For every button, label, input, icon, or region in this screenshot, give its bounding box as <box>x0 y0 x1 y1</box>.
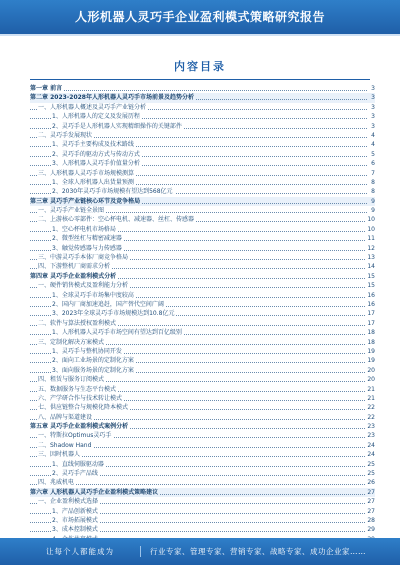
footer-slogan: 让每个人都能成为 <box>46 547 114 556</box>
toc-dot-leader <box>30 90 367 91</box>
toc-entry-label: 1、全球人形机器人出货量预测 <box>52 178 134 186</box>
table-of-contents <box>30 84 375 544</box>
toc-entry-label: 六、产学研合作与技术转让模式 <box>38 394 123 402</box>
toc-entry-label: 2、市场拓展模式 <box>52 516 98 524</box>
toc-entry[interactable] <box>30 300 375 309</box>
toc-entry-label: 一、硬件销售模式及盈利能力分析 <box>38 282 129 290</box>
toc-entry-page-number: 27 <box>367 507 375 515</box>
toc-entry-label: 1、产品创新模式 <box>52 507 98 515</box>
toc-entry-label: 1、全球灵巧手市场集中度较高 <box>52 291 134 299</box>
toc-entry[interactable] <box>30 347 375 356</box>
toc-entry-page-number: 3 <box>371 103 375 111</box>
toc-entry-page-number: 15 <box>367 282 375 290</box>
toc-entry[interactable] <box>30 225 375 234</box>
toc-entry[interactable] <box>30 169 375 178</box>
toc-entry-label: 一、企业盈利模式选择 <box>38 498 99 506</box>
toc-entry-page-number: 22 <box>367 404 375 412</box>
toc-entry[interactable] <box>30 469 375 478</box>
toc-entry[interactable] <box>30 206 375 215</box>
toc-entry-page-number: 28 <box>367 516 375 524</box>
toc-heading-rule <box>30 79 370 80</box>
toc-entry-label: 四、兆威机电 <box>38 479 75 487</box>
toc-entry[interactable] <box>30 234 375 243</box>
toc-entry-page-number: 17 <box>367 319 375 327</box>
toc-entry[interactable] <box>30 507 375 516</box>
toc-entry-page-number: 18 <box>367 329 375 337</box>
toc-entry-page-number: 23 <box>367 432 375 440</box>
toc-entry-page-number: 4 <box>371 131 375 139</box>
toc-entry[interactable] <box>30 262 375 271</box>
header-divider <box>0 34 400 36</box>
toc-entry[interactable] <box>30 385 375 394</box>
toc-entry-label: 二、软件与算法授权盈利模式 <box>38 319 117 327</box>
toc-entry[interactable] <box>30 103 375 112</box>
toc-heading: 内容目录 <box>174 60 226 73</box>
toc-entry[interactable] <box>30 131 375 140</box>
toc-entry-page-number: 8 <box>371 178 375 186</box>
toc-entry-label: 三、人形机器人灵巧手市场规模测算 <box>38 169 135 177</box>
toc-entry[interactable] <box>30 525 375 534</box>
toc-entry-label: 2、2030年灵巧手市场规模有望达到568亿元 <box>52 188 173 196</box>
toc-entry-label: 三、中游灵巧手本体厂商竞争格局 <box>38 254 129 262</box>
toc-entry-page-number: 16 <box>367 300 375 308</box>
toc-entry-page-number: 8 <box>371 188 375 196</box>
toc-entry[interactable] <box>30 319 375 328</box>
toc-entry[interactable] <box>30 93 375 102</box>
toc-dot-leader <box>30 484 367 485</box>
toc-entry-page-number: 3 <box>371 85 375 92</box>
toc-entry[interactable] <box>30 338 375 347</box>
toc-entry-label: 一、人形机器人概述及灵巧手产业链分析 <box>38 103 147 111</box>
toc-entry-label: 七、供应链整合与规模化降本模式 <box>38 404 129 412</box>
toc-entry[interactable] <box>30 375 375 384</box>
toc-entry[interactable] <box>30 244 375 253</box>
toc-entry-page-number: 24 <box>367 451 375 459</box>
toc-entry-page-number: 9 <box>371 207 375 215</box>
toc-entry-page-number: 19 <box>367 357 375 365</box>
toc-entry-label: 四、下游整机厂商需求分析 <box>38 263 111 271</box>
toc-entry-page-number: 6 <box>371 160 375 168</box>
toc-entry-page-number: 29 <box>367 526 375 534</box>
toc-entry-page-number: 19 <box>367 347 375 355</box>
toc-entry[interactable] <box>30 140 375 149</box>
toc-entry-label: 五、数据服务与生态平台模式 <box>38 385 117 393</box>
report-title: 人形机器人灵巧手企业盈利模式策略研究报告 <box>74 10 325 24</box>
toc-entry-label: 第五章 灵巧手企业盈利模式案例分析 <box>30 423 129 431</box>
toc-entry[interactable] <box>30 215 375 224</box>
toc-entry[interactable] <box>30 516 375 525</box>
toc-entry[interactable] <box>30 150 375 159</box>
toc-entry-label: 二、Shadow Hand <box>38 441 92 449</box>
toc-entry[interactable] <box>30 450 375 459</box>
toc-entry-page-number: 26 <box>367 479 375 487</box>
toc-entry-page-number: 21 <box>367 394 375 402</box>
toc-entry[interactable] <box>30 197 375 206</box>
toc-entry-label: 三、定制化解决方案模式 <box>38 338 105 346</box>
report-header-banner <box>0 0 400 34</box>
toc-entry-label: 3、成本控制模式 <box>52 526 98 534</box>
toc-entry-page-number: 12 <box>367 244 375 252</box>
toc-entry-label: 第三章 灵巧手产业链核心环节及竞争格局 <box>30 197 141 205</box>
toc-entry[interactable] <box>30 497 375 506</box>
toc-entry[interactable] <box>30 112 375 121</box>
footer-banner <box>0 538 400 565</box>
toc-entry-label: 3、2023年全球灵巧手市场规模达到10.8亿元 <box>52 310 175 318</box>
toc-entry-page-number: 24 <box>367 441 375 449</box>
toc-entry-page-number: 25 <box>367 470 375 478</box>
toc-entry-label: 第一章 前言 <box>30 85 63 92</box>
toc-entry[interactable] <box>30 187 375 196</box>
toc-entry[interactable] <box>30 403 375 412</box>
toc-entry-page-number: 5 <box>371 150 375 158</box>
toc-entry-label: 2、面向工业场景的定制化方案 <box>52 357 134 365</box>
footer-separator <box>140 546 141 557</box>
toc-entry-label: 3、触觉传感器与力传感器 <box>52 244 122 252</box>
toc-entry[interactable] <box>30 460 375 469</box>
toc-entry-label: 二、灵巧手发展现状 <box>38 131 93 139</box>
toc-entry[interactable] <box>30 272 375 281</box>
toc-entry[interactable] <box>30 431 375 440</box>
toc-entry[interactable] <box>30 356 375 365</box>
toc-entry-page-number: 20 <box>367 376 375 384</box>
toc-entry-label: 1、灵巧手主要构成及技术路线 <box>52 141 134 149</box>
toc-entry-label: 二、上游核心零部件：空心杯电机、减速器、丝杠、传感器 <box>38 216 195 224</box>
toc-entry-label: 1、空心杯电机市场格局 <box>52 225 116 233</box>
toc-entry-label: 1、人形机器人灵巧手市场空间有望达到百亿级别 <box>52 329 182 337</box>
toc-entry-label: 3、面向服务场景的定制化方案 <box>52 366 134 374</box>
toc-entry[interactable] <box>30 122 375 131</box>
toc-entry-label: 第二章 2023-2028年人形机器人灵巧手市场前景及趋势分析 <box>30 94 194 102</box>
toc-entry-page-number: 13 <box>367 254 375 262</box>
toc-entry-page-number: 27 <box>367 498 375 506</box>
toc-entry[interactable] <box>30 478 375 487</box>
toc-entry-page-number: 20 <box>367 366 375 374</box>
toc-entry[interactable] <box>30 328 375 337</box>
toc-entry-label: 八、品牌与渠道建设 <box>38 413 93 421</box>
toc-entry-label: 第六章 人形机器人灵巧手企业盈利模式策略建议 <box>30 488 159 496</box>
toc-entry-page-number: 18 <box>367 338 375 346</box>
toc-entry-label: 第四章 灵巧手企业盈利模式分析 <box>30 272 117 280</box>
toc-entry-label: 1、人形机器人的定义及发展历程 <box>52 113 140 121</box>
toc-entry-page-number: 7 <box>371 169 375 177</box>
toc-entry-page-number: 3 <box>371 113 375 121</box>
toc-entry-label: 2、国内厂商加速追赶，国产替代空间广阔 <box>52 300 164 308</box>
toc-entry-page-number: 15 <box>367 272 375 280</box>
toc-entry-label: 四、租赁与服务订阅模式 <box>38 376 105 384</box>
toc-entry-page-number: 3 <box>371 94 375 102</box>
footer-roles: 行业专家、管理专家、营销专家、战略专家、成功企业家…… <box>150 547 366 556</box>
toc-entry[interactable] <box>30 366 375 375</box>
toc-entry-page-number: 10 <box>367 225 375 233</box>
toc-entry[interactable] <box>30 291 375 300</box>
toc-entry-label: 1、灵巧手与整机协同开发 <box>52 347 122 355</box>
toc-entry[interactable] <box>30 84 375 93</box>
toc-entry[interactable] <box>30 253 375 262</box>
toc-entry[interactable] <box>30 178 375 187</box>
toc-entry-page-number: 21 <box>367 385 375 393</box>
toc-entry[interactable] <box>30 413 375 422</box>
toc-entry-label: 一、特斯拉Optimus灵巧手 <box>38 432 112 440</box>
toc-entry-label: 2、灵巧手产品线 <box>52 470 98 478</box>
toc-entry-label: 2、微型丝杠与精密减速器 <box>52 235 122 243</box>
toc-entry-page-number: 27 <box>367 488 375 496</box>
toc-entry[interactable] <box>30 159 375 168</box>
toc-entry[interactable] <box>30 488 375 497</box>
toc-entry-page-number: 4 <box>371 141 375 149</box>
toc-entry-page-number: 16 <box>367 291 375 299</box>
toc-entry-page-number: 14 <box>367 263 375 271</box>
toc-entry-page-number: 23 <box>367 423 375 431</box>
toc-entry-page-number: 11 <box>367 235 375 243</box>
toc-entry-page-number: 17 <box>367 310 375 318</box>
toc-entry-label: 1、直线伺服驱动器 <box>52 460 104 468</box>
toc-entry-label: 2、灵巧手是人形机器人实现精细操作的关键部件 <box>52 122 182 130</box>
toc-entry-page-number: 22 <box>367 413 375 421</box>
toc-entry[interactable] <box>30 422 375 431</box>
toc-entry-page-number: 25 <box>367 460 375 468</box>
toc-entry[interactable] <box>30 441 375 450</box>
toc-entry[interactable] <box>30 309 375 318</box>
toc-entry[interactable] <box>30 394 375 403</box>
toc-entry-label: 3、人形机器人灵巧手价值量分析 <box>52 160 140 168</box>
toc-entry-label: 一、灵巧手产业链全景图 <box>38 207 105 215</box>
toc-entry-label: 三、因时机器人 <box>38 451 81 459</box>
toc-entry-page-number: 9 <box>371 197 375 205</box>
toc-entry[interactable] <box>30 281 375 290</box>
toc-entry-label: 2、灵巧手的驱动方式与传动方式 <box>52 150 140 158</box>
toc-entry-page-number: 3 <box>371 122 375 130</box>
toc-entry-page-number: 10 <box>367 216 375 224</box>
